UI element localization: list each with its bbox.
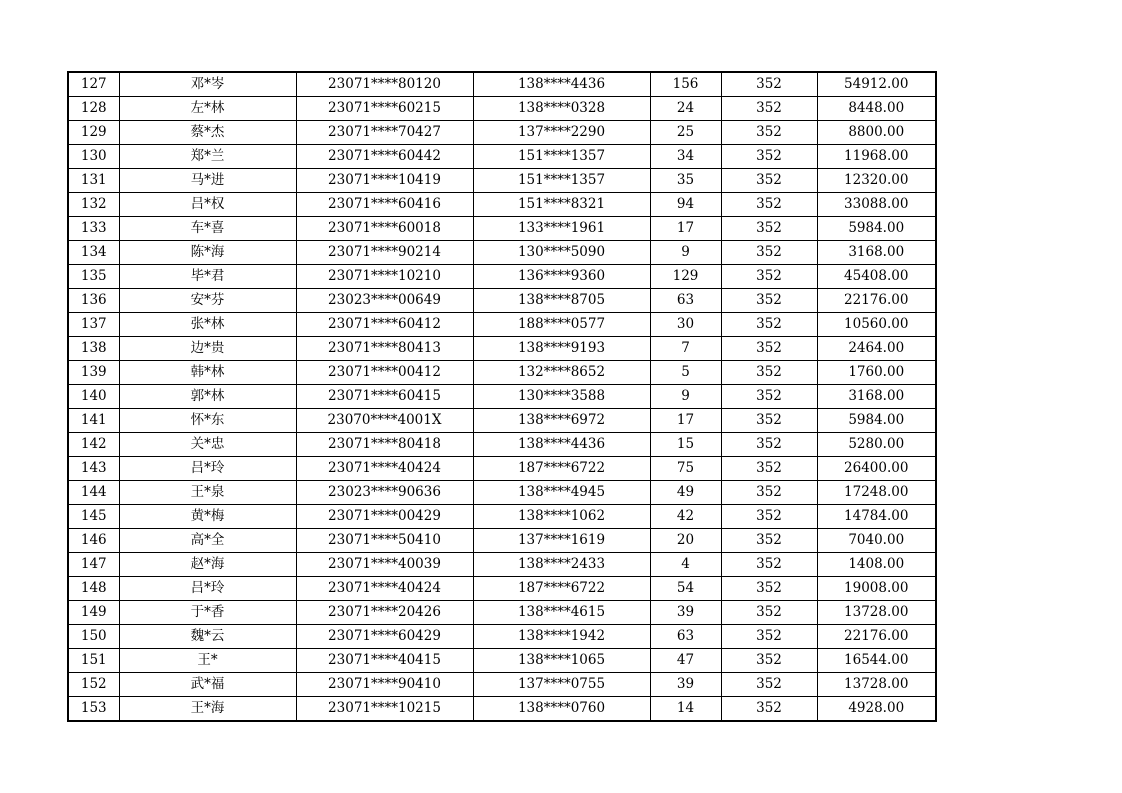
table-row [68,289,936,313]
rate-cell: 352 [721,97,817,121]
id-number-cell: 23071****10419 [296,169,473,193]
phone-cell: 130****5090 [473,241,650,265]
quantity-cell: 94 [650,193,721,217]
amount-cell: 54912.00 [817,72,936,97]
row-number-cell: 136 [68,289,119,313]
name-cell: 吕*权 [119,193,296,217]
table-row [68,457,936,481]
id-number-cell: 23071****10215 [296,697,473,722]
rate-cell: 352 [721,193,817,217]
name-cell: 左*林 [119,97,296,121]
id-number-cell: 23071****80120 [296,72,473,97]
row-number-cell: 128 [68,97,119,121]
name-cell: 蔡*杰 [119,121,296,145]
name-cell: 黄*梅 [119,505,296,529]
name-cell: 王* [119,649,296,673]
id-number-cell: 23071****80413 [296,337,473,361]
amount-cell: 8448.00 [817,97,936,121]
phone-cell: 138****4615 [473,601,650,625]
phone-cell: 151****8321 [473,193,650,217]
table-row [68,121,936,145]
quantity-cell: 7 [650,337,721,361]
row-number-cell: 132 [68,193,119,217]
row-number-cell: 131 [68,169,119,193]
quantity-cell: 25 [650,121,721,145]
name-cell: 毕*君 [119,265,296,289]
phone-cell: 138****0328 [473,97,650,121]
amount-cell: 13728.00 [817,673,936,697]
table-row [68,577,936,601]
quantity-cell: 9 [650,241,721,265]
rate-cell: 352 [721,697,817,722]
name-cell: 赵*海 [119,553,296,577]
name-cell: 边*贵 [119,337,296,361]
rate-cell: 352 [721,337,817,361]
phone-cell: 138****6972 [473,409,650,433]
row-number-cell: 143 [68,457,119,481]
phone-cell: 138****1065 [473,649,650,673]
table-row [68,481,936,505]
quantity-cell: 4 [650,553,721,577]
name-cell: 魏*云 [119,625,296,649]
phone-cell: 136****9360 [473,265,650,289]
rate-cell: 352 [721,385,817,409]
rate-cell: 352 [721,601,817,625]
name-cell: 武*福 [119,673,296,697]
name-cell: 关*忠 [119,433,296,457]
id-number-cell: 23071****90214 [296,241,473,265]
quantity-cell: 14 [650,697,721,722]
table-row [68,217,936,241]
row-number-cell: 145 [68,505,119,529]
quantity-cell: 9 [650,385,721,409]
table-row [68,625,936,649]
row-number-cell: 153 [68,697,119,722]
row-number-cell: 135 [68,265,119,289]
amount-cell: 1408.00 [817,553,936,577]
phone-cell: 187****6722 [473,577,650,601]
id-number-cell: 23071****60215 [296,97,473,121]
table-row [68,313,936,337]
amount-cell: 17248.00 [817,481,936,505]
phone-cell: 138****9193 [473,337,650,361]
phone-cell: 138****2433 [473,553,650,577]
phone-cell: 133****1961 [473,217,650,241]
name-cell: 陈*海 [119,241,296,265]
amount-cell: 3168.00 [817,385,936,409]
quantity-cell: 5 [650,361,721,385]
id-number-cell: 23071****60442 [296,145,473,169]
phone-cell: 138****1062 [473,505,650,529]
phone-cell: 137****2290 [473,121,650,145]
row-number-cell: 150 [68,625,119,649]
table-row [68,337,936,361]
id-number-cell: 23070****4001X [296,409,473,433]
row-number-cell: 130 [68,145,119,169]
id-number-cell: 23071****60415 [296,385,473,409]
id-number-cell: 23071****00429 [296,505,473,529]
quantity-cell: 42 [650,505,721,529]
id-number-cell: 23071****10210 [296,265,473,289]
id-number-cell: 23071****70427 [296,121,473,145]
quantity-cell: 34 [650,145,721,169]
id-number-cell: 23071****40415 [296,649,473,673]
rate-cell: 352 [721,145,817,169]
table-row [68,697,936,722]
row-number-cell: 141 [68,409,119,433]
id-number-cell: 23071****00412 [296,361,473,385]
row-number-cell: 146 [68,529,119,553]
row-number-cell: 148 [68,577,119,601]
phone-cell: 137****1619 [473,529,650,553]
quantity-cell: 15 [650,433,721,457]
amount-cell: 45408.00 [817,265,936,289]
amount-cell: 4928.00 [817,697,936,722]
row-number-cell: 133 [68,217,119,241]
row-number-cell: 152 [68,673,119,697]
id-number-cell: 23023****00649 [296,289,473,313]
table-row [68,433,936,457]
quantity-cell: 63 [650,625,721,649]
rate-cell: 352 [721,313,817,337]
amount-cell: 5280.00 [817,433,936,457]
table-row [68,72,936,97]
amount-cell: 3168.00 [817,241,936,265]
table-row [68,169,936,193]
rate-cell: 352 [721,217,817,241]
id-number-cell: 23023****90636 [296,481,473,505]
amount-cell: 26400.00 [817,457,936,481]
id-number-cell: 23071****90410 [296,673,473,697]
name-cell: 吕*玲 [119,577,296,601]
rate-cell: 352 [721,577,817,601]
quantity-cell: 49 [650,481,721,505]
amount-cell: 5984.00 [817,409,936,433]
amount-cell: 14784.00 [817,505,936,529]
table-row [68,145,936,169]
table-row [68,553,936,577]
quantity-cell: 75 [650,457,721,481]
amount-cell: 19008.00 [817,577,936,601]
phone-cell: 138****8705 [473,289,650,313]
rate-cell: 352 [721,673,817,697]
quantity-cell: 39 [650,601,721,625]
table-row [68,97,936,121]
amount-cell: 7040.00 [817,529,936,553]
table-row [68,505,936,529]
quantity-cell: 63 [650,289,721,313]
quantity-cell: 17 [650,409,721,433]
amount-cell: 16544.00 [817,649,936,673]
phone-cell: 188****0577 [473,313,650,337]
id-number-cell: 23071****20426 [296,601,473,625]
id-number-cell: 23071****60429 [296,625,473,649]
name-cell: 吕*玲 [119,457,296,481]
name-cell: 王*泉 [119,481,296,505]
id-number-cell: 23071****40424 [296,577,473,601]
rate-cell: 352 [721,361,817,385]
quantity-cell: 156 [650,72,721,97]
rate-cell: 352 [721,625,817,649]
amount-cell: 11968.00 [817,145,936,169]
rate-cell: 352 [721,433,817,457]
table-row [68,361,936,385]
rate-cell: 352 [721,649,817,673]
phone-cell: 132****8652 [473,361,650,385]
rate-cell: 352 [721,505,817,529]
quantity-cell: 24 [650,97,721,121]
amount-cell: 33088.00 [817,193,936,217]
amount-cell: 10560.00 [817,313,936,337]
row-number-cell: 138 [68,337,119,361]
row-number-cell: 144 [68,481,119,505]
row-number-cell: 140 [68,385,119,409]
name-cell: 马*进 [119,169,296,193]
row-number-cell: 147 [68,553,119,577]
quantity-cell: 20 [650,529,721,553]
quantity-cell: 39 [650,673,721,697]
quantity-cell: 129 [650,265,721,289]
rate-cell: 352 [721,169,817,193]
row-number-cell: 134 [68,241,119,265]
amount-cell: 8800.00 [817,121,936,145]
amount-cell: 12320.00 [817,169,936,193]
phone-cell: 151****1357 [473,169,650,193]
name-cell: 郑*兰 [119,145,296,169]
quantity-cell: 17 [650,217,721,241]
quantity-cell: 35 [650,169,721,193]
phone-cell: 138****4436 [473,72,650,97]
id-number-cell: 23071****60416 [296,193,473,217]
name-cell: 邓*岑 [119,72,296,97]
rate-cell: 352 [721,121,817,145]
row-number-cell: 151 [68,649,119,673]
amount-cell: 5984.00 [817,217,936,241]
name-cell: 于*香 [119,601,296,625]
name-cell: 怀*东 [119,409,296,433]
rate-cell: 352 [721,289,817,313]
table-row [68,649,936,673]
rate-cell: 352 [721,481,817,505]
table-row [68,673,936,697]
amount-cell: 2464.00 [817,337,936,361]
id-number-cell: 23071****80418 [296,433,473,457]
phone-cell: 138****4945 [473,481,650,505]
row-number-cell: 137 [68,313,119,337]
quantity-cell: 54 [650,577,721,601]
table-row [68,601,936,625]
amount-cell: 13728.00 [817,601,936,625]
table-body [68,72,936,721]
id-number-cell: 23071****40424 [296,457,473,481]
table-row [68,409,936,433]
quantity-cell: 30 [650,313,721,337]
amount-cell: 22176.00 [817,289,936,313]
name-cell: 安*芬 [119,289,296,313]
amount-cell: 22176.00 [817,625,936,649]
row-number-cell: 129 [68,121,119,145]
phone-cell: 138****1942 [473,625,650,649]
payment-table [67,71,937,722]
rate-cell: 352 [721,409,817,433]
rate-cell: 352 [721,457,817,481]
name-cell: 韩*林 [119,361,296,385]
rate-cell: 352 [721,553,817,577]
table-row [68,193,936,217]
row-number-cell: 139 [68,361,119,385]
id-number-cell: 23071****60412 [296,313,473,337]
rate-cell: 352 [721,241,817,265]
phone-cell: 138****0760 [473,697,650,722]
row-number-cell: 127 [68,72,119,97]
phone-cell: 138****4436 [473,433,650,457]
rate-cell: 352 [721,265,817,289]
phone-cell: 151****1357 [473,145,650,169]
name-cell: 郭*林 [119,385,296,409]
quantity-cell: 47 [650,649,721,673]
phone-cell: 137****0755 [473,673,650,697]
rate-cell: 352 [721,72,817,97]
amount-cell: 1760.00 [817,361,936,385]
row-number-cell: 149 [68,601,119,625]
table-row [68,265,936,289]
rate-cell: 352 [721,529,817,553]
name-cell: 高*全 [119,529,296,553]
table-row [68,241,936,265]
id-number-cell: 23071****40039 [296,553,473,577]
table-row [68,529,936,553]
name-cell: 车*喜 [119,217,296,241]
table-row [68,385,936,409]
id-number-cell: 23071****60018 [296,217,473,241]
phone-cell: 130****3588 [473,385,650,409]
phone-cell: 187****6722 [473,457,650,481]
id-number-cell: 23071****50410 [296,529,473,553]
name-cell: 王*海 [119,697,296,722]
row-number-cell: 142 [68,433,119,457]
name-cell: 张*林 [119,313,296,337]
